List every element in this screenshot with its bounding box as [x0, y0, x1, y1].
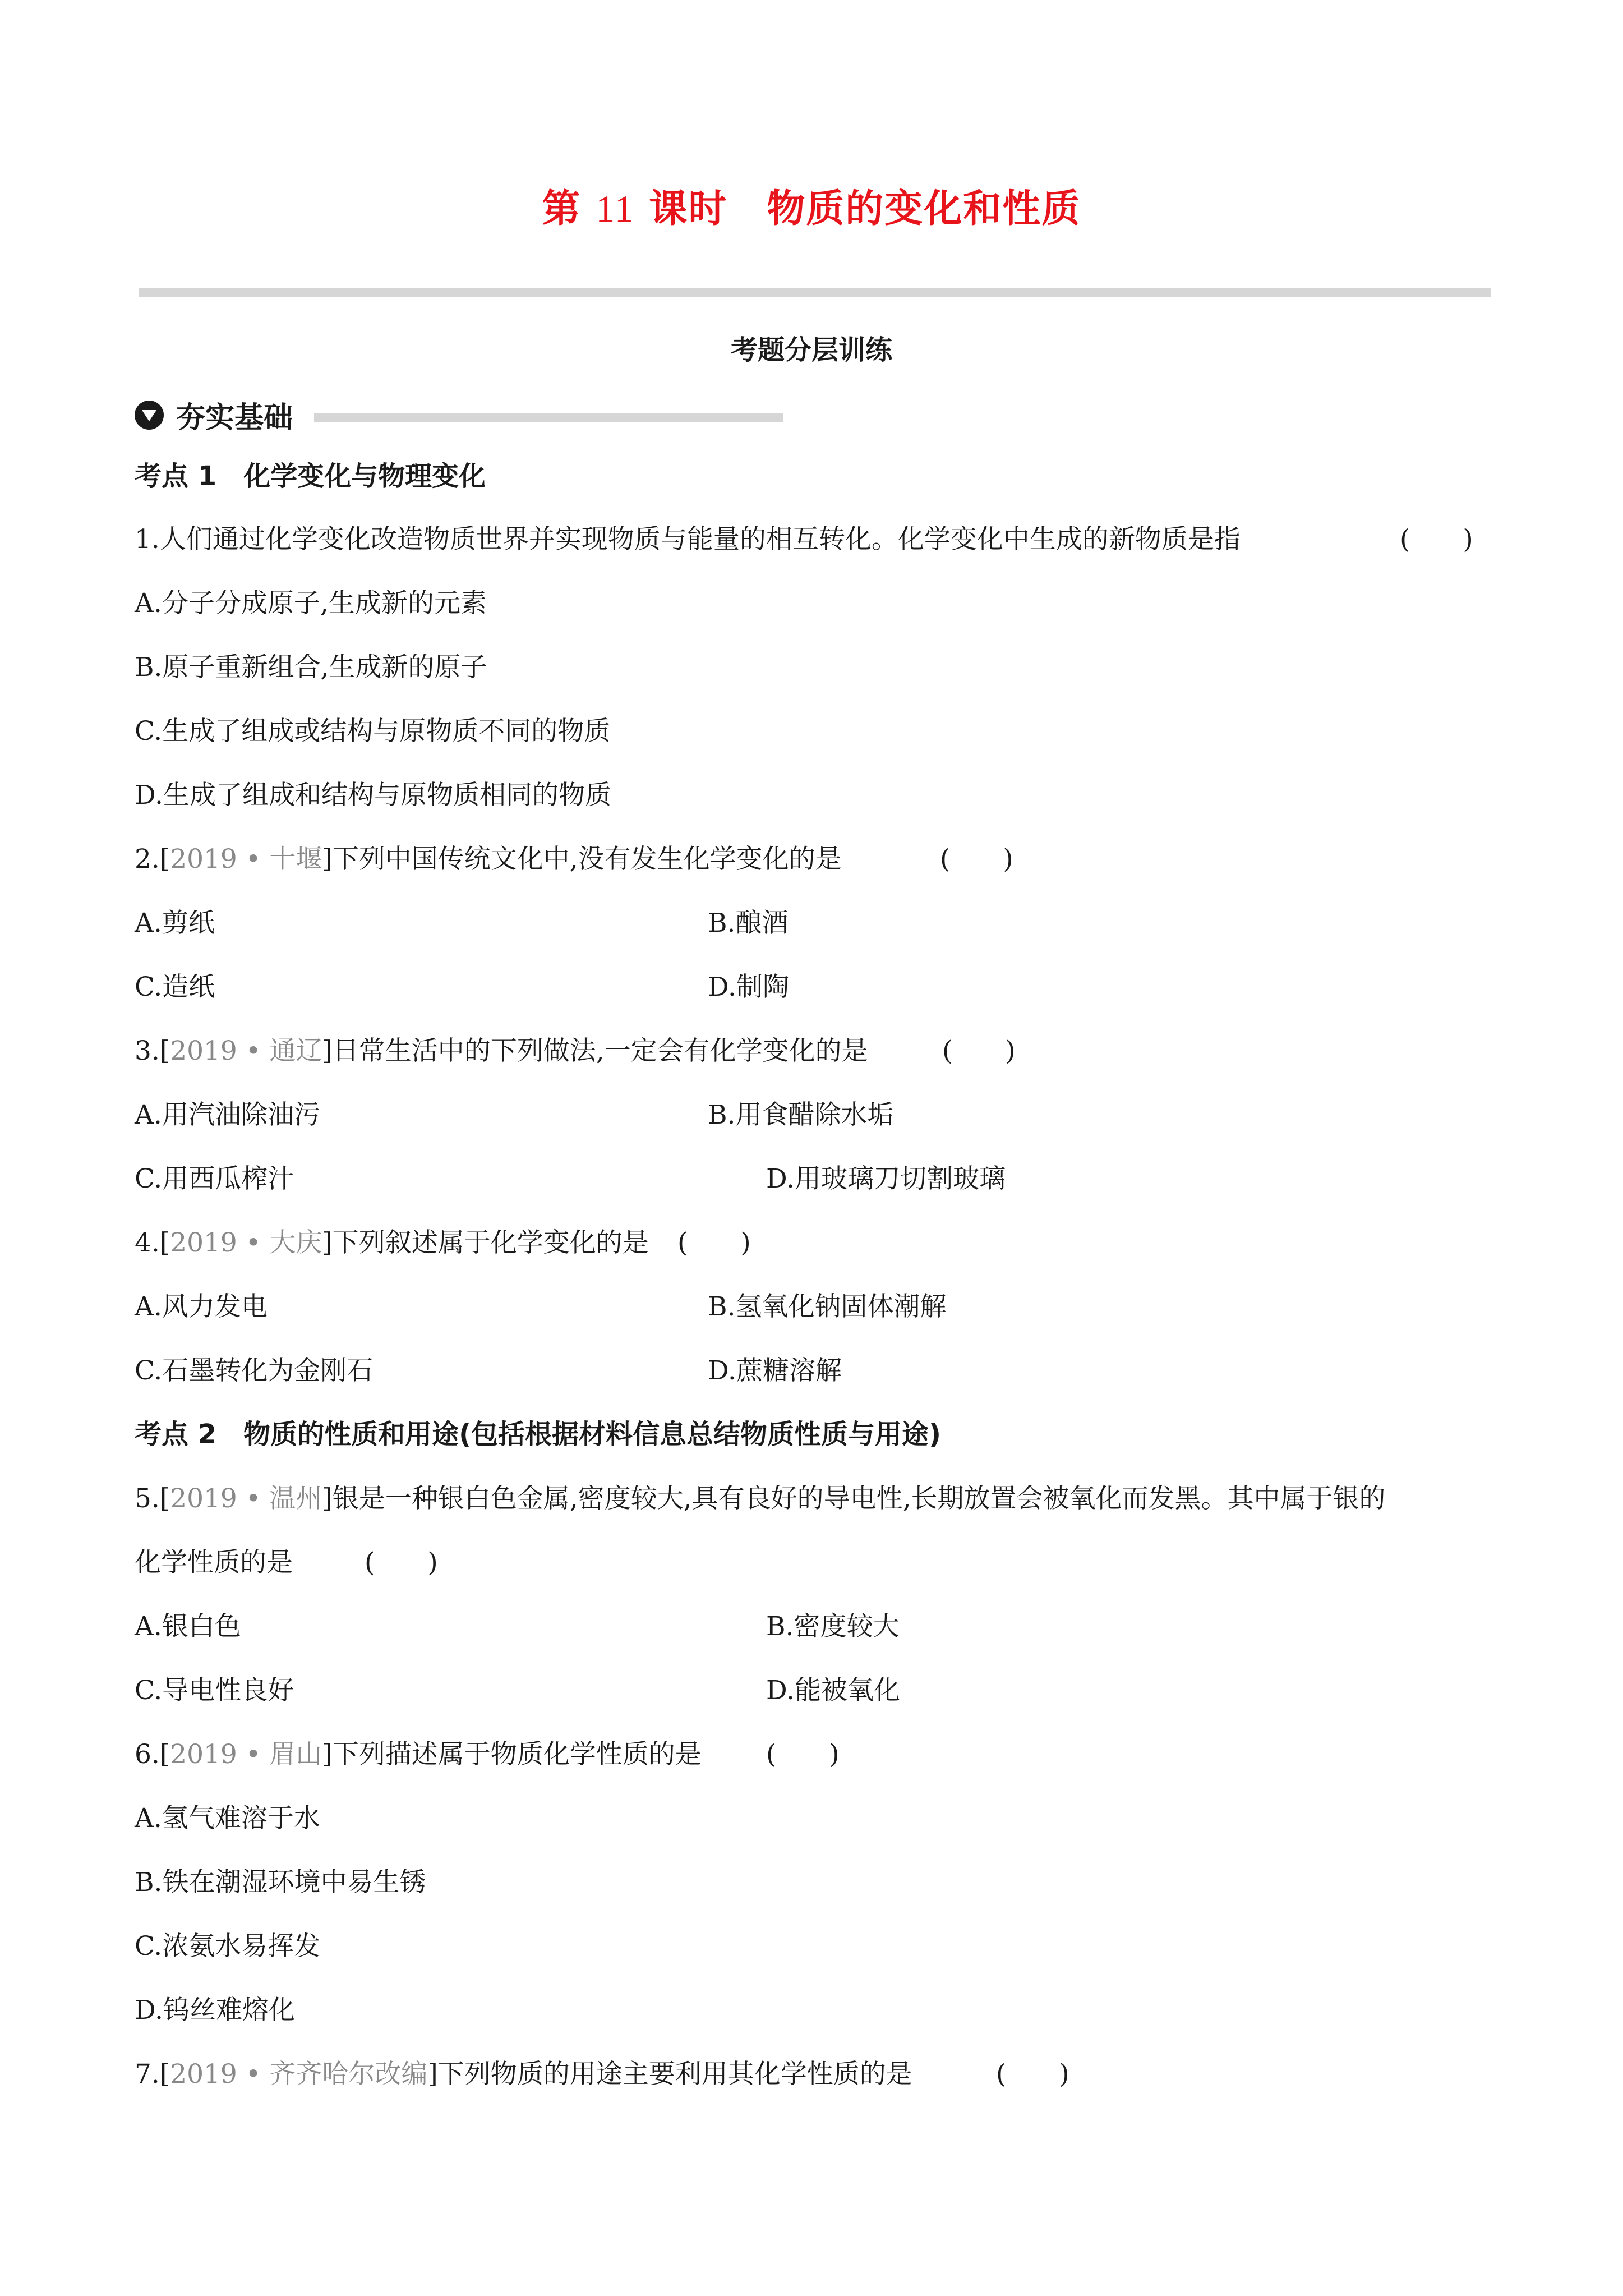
question-2-option-a: A.剪纸	[135, 908, 215, 938]
question-4-text: ]下列叙述属于化学变化的是	[322, 1227, 649, 1258]
question-6-number: 6.[	[135, 1739, 170, 1770]
question-4-number: 4.[	[135, 1227, 170, 1258]
section-divider	[314, 413, 783, 422]
page-title	[0, 178, 1623, 233]
question-7-text: ]下列物质的用途主要利用其化学性质的是	[427, 2059, 912, 2090]
question-3-text: ]日常生活中的下列做法,一定会有化学变化的是	[322, 1036, 868, 1066]
question-6-option-d: D.钨丝难熔化	[135, 1995, 295, 2026]
question-4-option-d: D.蔗糖溶解	[708, 1355, 842, 1386]
question-5-stem	[135, 1478, 1386, 1515]
section-heading	[135, 394, 293, 436]
kaodian-2-heading: 考点 2 物质的性质和用途(包括根据材料信息总结物质性质与用途)	[135, 1419, 941, 1450]
title-suffix: 课时 物质的变化和性质	[649, 187, 1081, 231]
kaodian-1-heading: 考点 1 化学变化与物理变化	[135, 461, 486, 492]
question-1-option-b: B.原子重新组合,生成新的原子	[135, 652, 487, 683]
question-1-option-c: C.生成了组成或结构与原物质不同的物质	[135, 716, 611, 747]
question-4-option-c: C.石墨转化为金刚石	[135, 1355, 374, 1386]
question-5-stem-continued: 化学性质的是	[135, 1547, 293, 1578]
title-number: 11	[596, 187, 635, 230]
question-6-text: ]下列描述属于物质化学性质的是	[322, 1739, 702, 1770]
question-1-stem: 1.人们通过化学变化改造物质世界并实现物质与能量的相互转化。化学变化中生成的新物质是指	[135, 524, 1241, 555]
question-3-stem	[135, 1030, 868, 1068]
question-5-option-b: B.密度较大	[766, 1611, 900, 1642]
question-3-source: 2019 • 通辽	[170, 1036, 322, 1066]
question-5-source: 2019 • 温州	[170, 1483, 322, 1514]
question-5-option-c: C.导电性良好	[135, 1675, 294, 1706]
question-3-option-b: B.用食醋除水垢	[708, 1099, 894, 1130]
question-3-option-d: D.用玻璃刀切割玻璃	[766, 1163, 1006, 1194]
question-3-number: 3.[	[135, 1036, 170, 1066]
question-4-stem	[135, 1222, 649, 1259]
question-5-answer-blank: ( )	[365, 1547, 438, 1578]
question-5-option-a: A.银白色	[135, 1611, 241, 1642]
question-7-source: 2019 • 齐齐哈尔改编	[170, 2059, 428, 2090]
question-3-option-a: A.用汽油除油污	[135, 1099, 320, 1130]
question-3-answer-blank: ( )	[942, 1036, 1016, 1066]
question-2-text: ]下列中国传统文化中,没有发生化学变化的是	[322, 844, 842, 875]
question-6-option-b: B.铁在潮湿环境中易生锈	[135, 1867, 426, 1898]
title-divider	[139, 288, 1491, 297]
question-2-option-d: D.制陶	[708, 972, 789, 1002]
question-5-option-d: D.能被氧化	[766, 1675, 900, 1706]
question-4-source: 2019 • 大庆	[170, 1227, 322, 1258]
question-6-option-c: C.浓氨水易挥发	[135, 1931, 321, 1962]
question-2-source: 2019 • 十堰	[170, 844, 322, 875]
question-5-text: ]银是一种银白色金属,密度较大,具有良好的导电性,长期放置会被氧化而发黑。其中属于银的	[322, 1483, 1386, 1514]
question-6-stem	[135, 1733, 702, 1771]
question-2-number: 2.[	[135, 844, 170, 875]
question-6-option-a: A.氢气难溶于水	[135, 1803, 320, 1834]
question-2-answer-blank: ( )	[940, 844, 1013, 875]
question-1-option-d: D.生成了组成和结构与原物质相同的物质	[135, 780, 611, 811]
question-3-option-c: C.用西瓜榨汁	[135, 1163, 294, 1194]
section-subtitle: 考题分层训练	[730, 334, 892, 366]
question-7-number: 7.[	[135, 2059, 170, 2090]
question-4-option-a: A.风力发电	[135, 1291, 268, 1322]
question-2-option-c: C.造纸	[135, 972, 215, 1002]
question-6-answer-blank: ( )	[766, 1739, 840, 1770]
question-2-option-b: B.酿酒	[708, 908, 789, 938]
question-4-answer-blank: ( )	[677, 1227, 751, 1258]
question-7-stem	[135, 2053, 912, 2091]
section-heading-label: 夯实基础	[176, 401, 293, 435]
question-5-number: 5.[	[135, 1483, 170, 1514]
question-6-source: 2019 • 眉山	[170, 1739, 322, 1770]
question-1-option-a: A.分子分成原子,生成新的元素	[135, 588, 487, 619]
question-1-answer-blank: ( )	[1400, 524, 1473, 555]
title-prefix: 第	[542, 187, 582, 231]
triangle-down-icon	[135, 401, 164, 430]
question-4-option-b: B.氢氧化钠固体潮解	[708, 1291, 947, 1322]
question-7-answer-blank: ( )	[996, 2059, 1069, 2090]
question-2-stem	[135, 838, 842, 876]
